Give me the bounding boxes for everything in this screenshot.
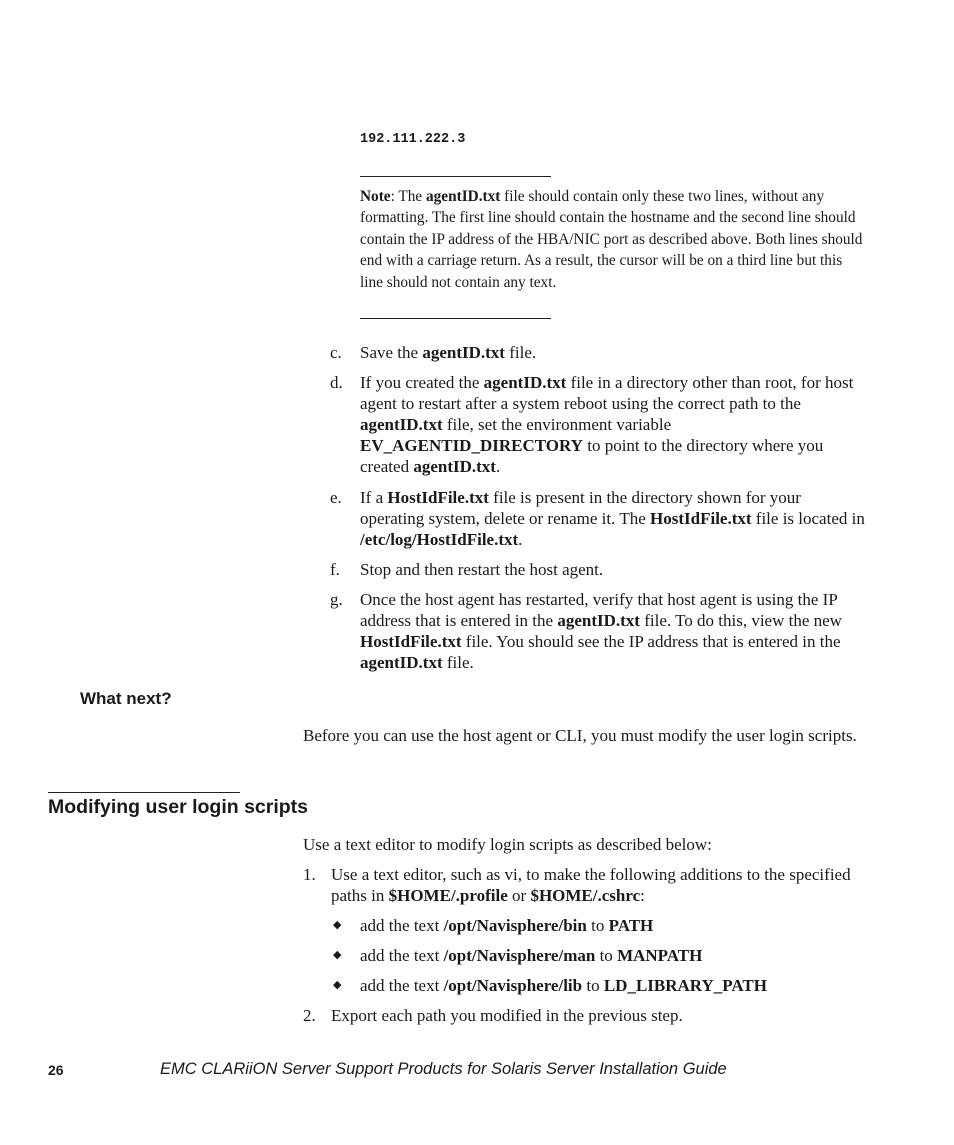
diamond-bullet-icon: ◆ (333, 949, 342, 961)
step-label: f. (330, 560, 340, 579)
step-text: Save the agentID.txt file. (360, 343, 537, 362)
step-label: d. (330, 373, 343, 392)
bullet-text: add the text /opt/Navisphere/man to MANPATH (360, 946, 703, 965)
bullet-text: add the text /opt/Navisphere/bin to PATH (360, 916, 654, 935)
step-text: If a HostIdFile.txt file is present in the directory shown for your operating system, delete or rename it. The HostIdFile.txt file is located in /etc/log/HostIdFile.txt. (360, 488, 865, 549)
bullet-text: add the text /opt/Navisphere/lib to LD_LIBRARY_PATH (360, 976, 767, 995)
section-rule (48, 792, 240, 793)
item-number: 2. (303, 1006, 316, 1025)
item-number: 1. (303, 865, 316, 884)
note-top-rule (360, 176, 551, 177)
what-next-body: Before you can use the host agent or CLI, you must modify the user login scripts. (303, 726, 857, 745)
step-label: e. (330, 488, 342, 507)
step-text: If you created the agentID.txt file in a directory other than root, for host agent to restart after a system reboot using the correct path to the agentID.txt file, set the environment variable EV_AGENTID_DIRECTORY to point to the directory where you created agentID.txt. (360, 373, 854, 476)
what-next-heading: What next? (80, 689, 172, 708)
item-text: Export each path you modified in the previous step. (331, 1006, 683, 1025)
note-label: Note (360, 188, 391, 205)
diamond-bullet-icon: ◆ (333, 919, 342, 931)
page-number: 26 (48, 1062, 64, 1078)
item-text: Use a text editor, such as vi, to make the following additions to the specified paths in $HOME/.profile or $HOME/.cshrc: (331, 865, 851, 905)
note-block: Note: The agentID.txt file should contain only these two lines, without any formatting. The first line should contain the hostname and the second line should contain the IP address of the HBA/NIC port as described above. Both lines should end with a carriage return. As a result, the cursor will be on a third line but this line should not contain any text. (360, 188, 863, 291)
step-label: g. (330, 590, 343, 609)
code-ip-address: 192.111.222.3 (360, 132, 466, 147)
step-text: Stop and then restart the host agent. (360, 560, 604, 579)
note-bottom-rule (360, 318, 551, 319)
step-label: c. (330, 343, 342, 362)
diamond-bullet-icon: ◆ (333, 979, 342, 991)
section-title: Modifying user login scripts (48, 796, 309, 818)
footer-title: EMC CLARiiON Server Support Products for Solaris Server Installation Guide (160, 1060, 727, 1078)
step-text: Once the host agent has restarted, verify that host agent is using the IP address that is entered in the agentID.txt file. To do this, view the new HostIdFile.txt file. You should see the IP address that is entered in the agentID.txt file. (360, 590, 842, 672)
section-intro: Use a text editor to modify login scripts as described below: (303, 835, 712, 854)
